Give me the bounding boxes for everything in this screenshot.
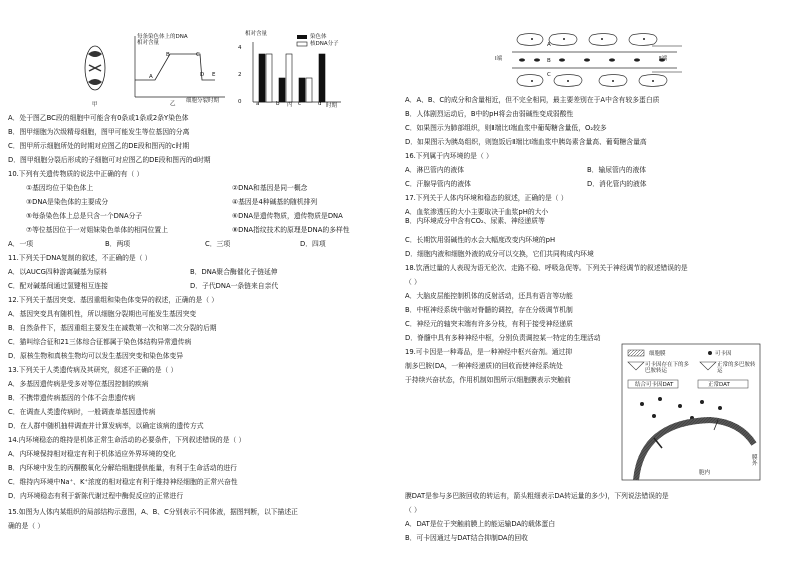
q12-option-c: C．猫叫综合征和21三体综合征都属于染色体结构异常遗传病	[8, 338, 192, 346]
q19-stem-1: 19.可卡因是一种毒品，是一种神经中枢兴奋剂。通过抑	[405, 348, 573, 356]
legend-swatch-dna	[297, 42, 307, 46]
legend-swatch-chromosome	[297, 35, 307, 39]
q16-option-a: A．淋巴管内的液体	[405, 166, 465, 174]
q10-item-3: ③DNA是染色体的主要成分	[26, 198, 109, 206]
bar-a-chromosome	[259, 54, 265, 102]
q14-stem: 14.内环境稳态的维持是机体正常生命活动的必要条件，下列叙述错误的是（ ）	[8, 436, 246, 444]
q15-stem: 15.如图为人体内某组织的局部结构示意图，A、B、C分别表示不同体液，据图判断，以下描述正	[8, 508, 298, 516]
q16-option-b: B．输尿管内的液体	[587, 166, 647, 174]
graph-label: 乙	[170, 101, 176, 107]
q13-option-b: B．不携带遗传病基因的个体不会患遗传病	[8, 394, 136, 402]
bar-a-dna	[266, 54, 272, 102]
tissue-label-b: B	[547, 58, 551, 64]
q10-option-b: B．两项	[105, 240, 131, 248]
q18-option-d: D．脊髓中具有多种神经中枢，分别负责调控某一特定的生理活动	[405, 334, 601, 342]
q10-item-1: ①基因均位于染色体上	[26, 184, 94, 192]
q14-option-d: D．内环境稳态有利于新陈代谢过程中酶促反应的正常进行	[8, 492, 184, 500]
q14-option-c: C．维持内环境中Na⁺、K⁺浓度的相对稳定有利于维持神经细胞的正常兴奋性	[8, 478, 238, 486]
bar-label: 丙	[287, 102, 293, 108]
q9-option-a: A．处于图乙BC段的细胞中可能含有0条或1条或2条Y染色体	[8, 114, 189, 122]
bar-ytick: 0	[238, 99, 242, 105]
graph-ylabel: 每条染色体上的DNA相对含量	[137, 34, 188, 46]
q10-option-d: D．四项	[300, 240, 326, 248]
tissue-label-c: C	[547, 72, 551, 78]
q19-stem-2: 制多巴胺(DA，一种神经递质)的回收而使神经系统处	[405, 362, 563, 370]
q15-option-d: D．如果图示为胰岛组织，则饱饭后Ⅱ端比Ⅰ端血浆中胰岛素含量高、葡萄糖含量高	[405, 138, 647, 146]
q15-option-c: C．如果图示为肺部组织，则Ⅱ端比Ⅰ端血浆中葡萄糖含量低，O₂较多	[405, 124, 607, 132]
synapse-legend-dat-cocaine: 结合可卡因DAT	[635, 382, 674, 388]
q17-option-d: D．细胞内液和细胞外液的成分可以交换，它们共同构成内环境	[405, 250, 594, 258]
q13-option-a: A．多基因遗传病是受多对等位基因控制的疾病	[8, 380, 149, 388]
q19-stem-3: 于持续兴奋状态，作用机制如图所示(细胞膜表示突触前	[405, 376, 571, 384]
graph-point-d: D	[200, 72, 205, 78]
q10-item-2: ②DNA和基因是同一概念	[232, 184, 308, 192]
right-column	[397, 0, 794, 562]
q19-option-b: B．可卡因通过与DAT结合抑制DA的回收	[405, 534, 528, 542]
q10-item-8: ⑧DNA指纹技术的原理是DNA的多样性	[232, 226, 350, 234]
q16-option-d: D．消化管内的液体	[587, 180, 647, 188]
q12-option-a: A．基因突变具有随机性，所以细胞分裂期也可能发生基因突变	[8, 310, 197, 318]
q19-stem-5: （ ）	[405, 506, 421, 514]
synapse-legend-dat-normal: 正常DAT	[708, 382, 730, 388]
q16-stem: 16.下列属于内环境的是（ ）	[405, 152, 493, 160]
synapse-inside: 胞内	[699, 470, 711, 476]
q11-option-a: A．以AUCG四种游离碱基为原料	[8, 268, 108, 276]
q11-option-c: C．配对碱基间通过氢键相互连接	[8, 282, 108, 290]
bar-c-chromosome	[299, 78, 305, 102]
tissue-label-a: A	[547, 42, 551, 48]
graph-xlabel: 细胞分裂时期	[186, 98, 220, 104]
bar-legend-dna: 核DNA分子	[310, 41, 339, 47]
q15-option-b: B．人体剧烈运动后，B中的pH将会由弱碱性变成弱酸性	[405, 110, 574, 118]
bar-cat-d: d	[318, 101, 322, 107]
tissue-end-i: I端	[495, 56, 503, 62]
q15-option-a: A．A、B、C的成分和含量相近，但不完全相同，最主要差别在于A中含有较多蛋白质	[405, 96, 660, 104]
q10-item-6: ⑥DNA是遗传物质，遗传物质是DNA	[232, 212, 343, 220]
q15-stem-cont: 确的是（ ）	[8, 522, 45, 530]
q10-item-4: ④基因是4种碱基的随机排列	[232, 198, 318, 206]
bar-ytick: 2	[238, 72, 242, 78]
q11-option-b: B．DNA聚合酶催化子链延伸	[190, 268, 278, 276]
q17-stem: 17.下列关于人体内环境和稳态的叙述，正确的是（ ）	[405, 194, 568, 202]
q18-option-c: C．神经元的轴突末端有许多分枝，有利于接受神经递质	[405, 320, 573, 328]
q9-option-d: D．图甲细胞分裂后形成的子细胞可对应图乙的DE段和图丙的d时期	[8, 156, 211, 164]
bar-d-chromosome	[319, 54, 325, 102]
bar-b-dna	[286, 54, 292, 102]
bar-cat-b: b	[276, 101, 280, 107]
synapse-legend-transport-normal: 正常的多巴胺转运	[717, 362, 756, 374]
bar-legend-chromosome: 染色体	[310, 34, 327, 40]
q17-option-c: C．长期饮用弱碱性的水会大幅度改变内环境的pH	[405, 236, 556, 244]
q17-option-b: B．内环境成分中含有CO₂、尿素、神经递质等	[405, 217, 545, 225]
q11-stem: 11.下列关于DNA复制的叙述，不正确的是（ ）	[8, 254, 152, 262]
q18-option-b: B．中枢神经系统中脑对脊髓的调控，存在分级调节机制	[405, 306, 573, 314]
q10-item-7: ⑦等位基因位于一对姐妹染色单体的相同位置上	[26, 226, 169, 234]
bar-ylabel: 相对含量	[245, 31, 268, 37]
q18-stem: 18.饮酒过量的人表现为语无伦次、走路不稳、呼吸急促等。下列关于神经调节的叙述错误的是	[405, 264, 688, 272]
graph-point-b: B	[166, 52, 170, 58]
q9-option-b: B．图甲细胞为次级精母细胞，图甲可能发生等位基因的分离	[8, 128, 190, 136]
q13-option-c: C．在调查人类遗传病时，一般调查单基因遗传病	[8, 408, 156, 416]
q11-option-d: D．子代DNA一条链来自亲代	[190, 282, 279, 290]
q10-item-5: ⑤每条染色体上总是只含一个DNA分子	[26, 212, 143, 220]
bar-cat-a: a	[256, 101, 260, 107]
q14-option-b: B．内环境中发生的丙酮酸氧化分解给细胞提供能量，有利于生命活动的进行	[8, 464, 237, 472]
tissue-diagram	[502, 30, 697, 92]
q9-option-c: C．图甲所示细胞所处的时期对应图乙的DE段和图丙的c时期	[8, 142, 190, 150]
q10-stem: 10.下列有关遗传物质的说法中正确的有（ ）	[8, 170, 144, 178]
graph-point-a: A	[149, 74, 153, 80]
bar-ytick: 4	[238, 45, 242, 51]
graph-point-c: C	[196, 52, 200, 58]
q19-stem-4: 膜DAT是参与多巴胺回收的转运有，箭头粗细表示DA转运量的多少)，下列说法错误的是	[405, 492, 669, 500]
q19-option-a: A．DAT是位于突触前膜上的能运输DA的载体蛋白	[405, 520, 556, 528]
q13-option-d: D．在人群中随机抽样调查并计算发病率，以确定该病的遗传方式	[8, 422, 204, 430]
bar-c-dna	[306, 78, 312, 102]
q16-option-c: C．汗腺导管内的液体	[405, 180, 471, 188]
q12-option-d: D．原核生物和真核生物均可以发生基因突变和染色体变异	[8, 352, 184, 360]
q14-option-a: A．内环境保持相对稳定有利于机体适应外界环境的变化	[8, 450, 176, 458]
q13-stem: 13.下列关于人类遗传病及其研究，叙述不正确的是（ ）	[8, 366, 178, 374]
tissue-end-ii: Ⅱ端	[659, 56, 668, 62]
q12-option-b: B．自然条件下，基因重组主要发生在减数第一次和第二次分裂的后期	[8, 324, 217, 332]
q10-option-a: A．一项	[8, 240, 34, 248]
q10-option-c: C．三项	[205, 240, 231, 248]
q18-option-a: A．大脑皮层能控制机体的反射活动，还具有语言等功能	[405, 292, 573, 300]
synapse-outside: 膜外	[752, 455, 758, 467]
synapse-legend-transport-cocaine: 可卡因存在下的多巴胺转运	[645, 362, 690, 374]
graph-point-e: E	[212, 72, 216, 78]
bar-cat-c: c	[298, 101, 302, 107]
cell-label: 甲	[92, 102, 98, 108]
synapse-legend-membrane: 细胞膜	[649, 351, 666, 357]
synapse-legend-cocaine: 可卡因	[715, 351, 732, 357]
q18-stem-cont: （ ）	[405, 278, 421, 286]
q12-stem: 12.下列关于基因突变、基因重组和染色体变异的叙述，正确的是（ ）	[8, 296, 219, 304]
bar-b-chromosome	[279, 78, 285, 102]
q17-option-a: A．血浆渗透压的大小主要取决于血浆pH的大小	[405, 208, 549, 216]
bar-xlabel: 时期	[326, 103, 338, 109]
